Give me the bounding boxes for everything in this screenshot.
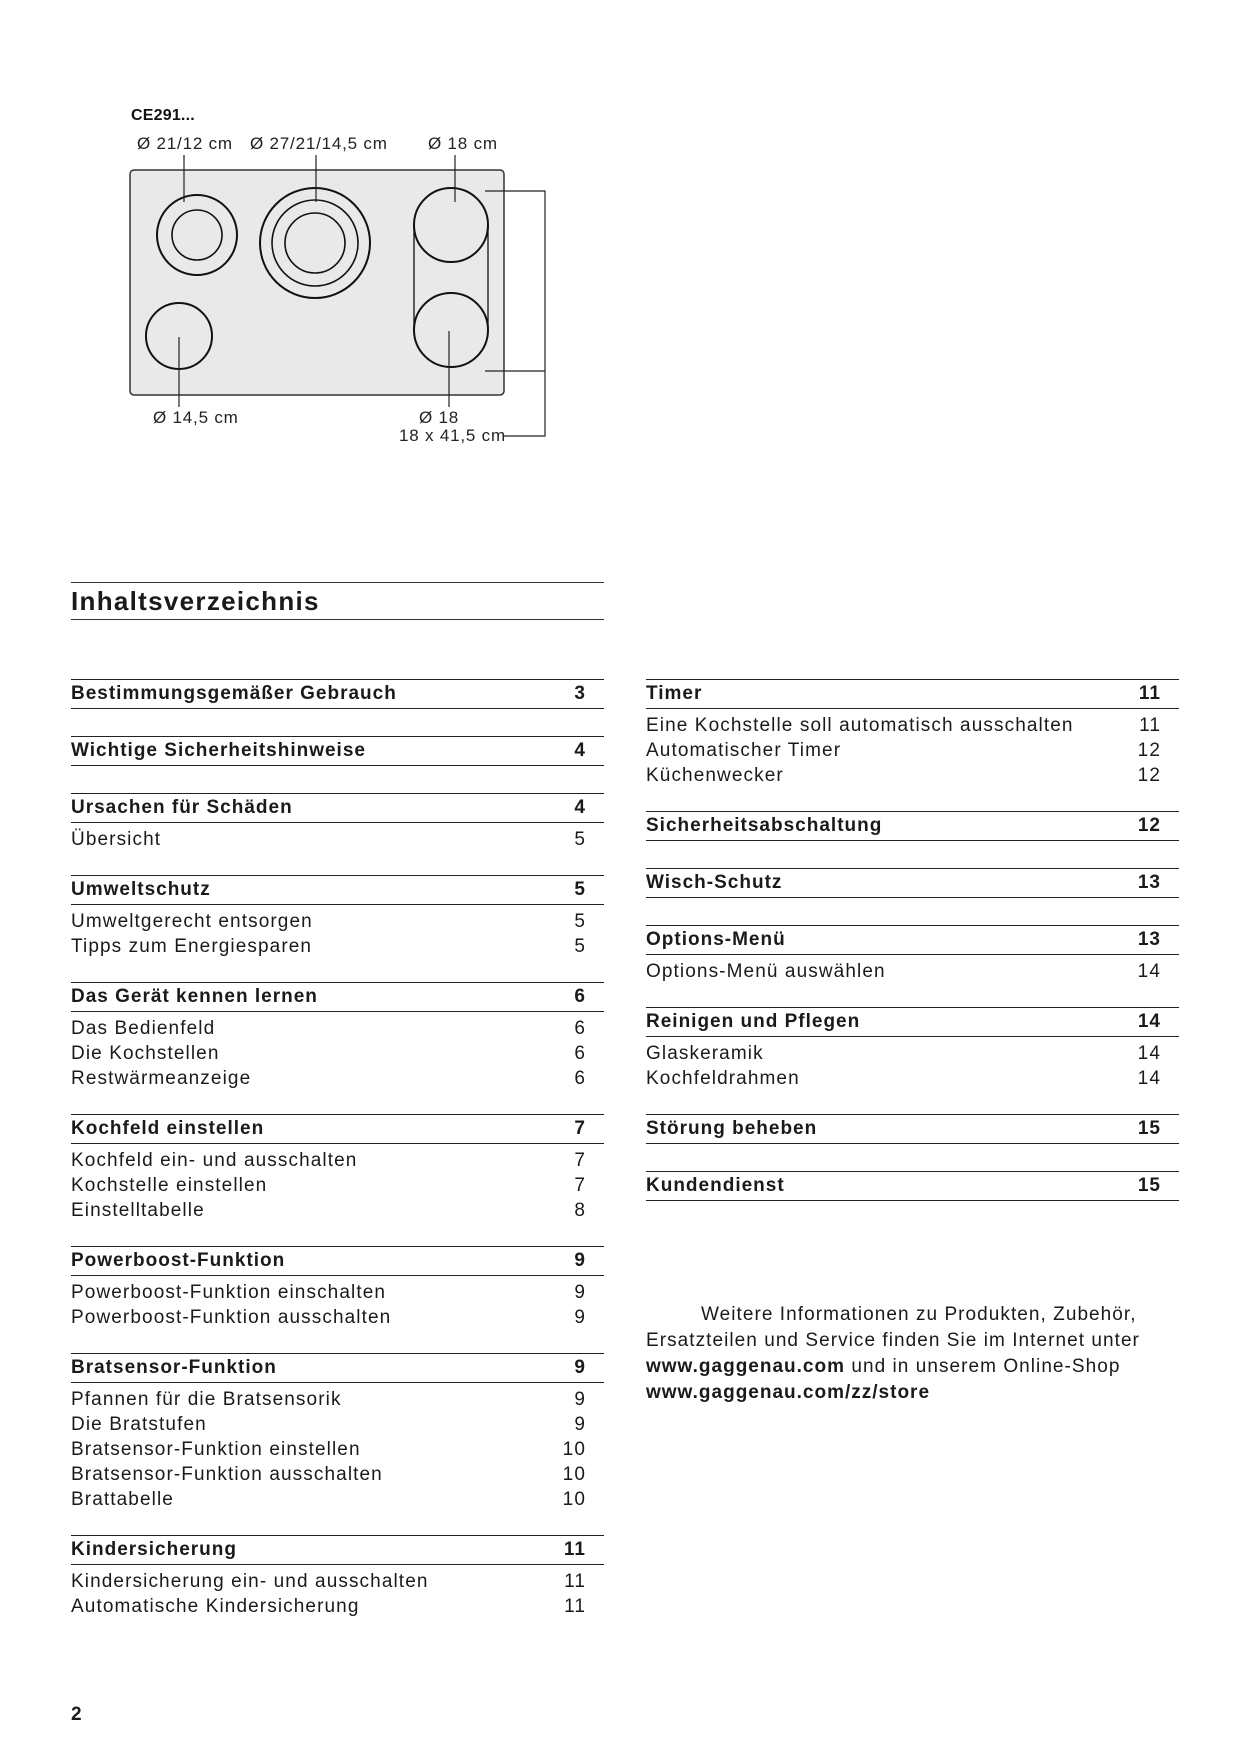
toc-entry-title: Übersicht [71, 828, 162, 850]
toc-entry-title: Restwärmeanzeige [71, 1067, 252, 1089]
toc-entry-title: Powerboost-Funktion einschalten [71, 1281, 387, 1303]
toc-entry-title: Küchenwecker [646, 764, 784, 786]
toc-entry [646, 713, 1179, 738]
toc-section-safety-shut-off [646, 811, 1179, 841]
toc-heading-page: 15 [1137, 1175, 1161, 1196]
page-number: 2 [71, 1704, 82, 1725]
toc-entry [71, 1462, 604, 1487]
toc-entry-page: 14 [1137, 1067, 1161, 1089]
toc-section-timer [646, 679, 1179, 788]
toc-heading [646, 868, 1179, 898]
label-roaster-size: 18 x 41,5 cm [399, 426, 506, 445]
toc-heading [71, 1246, 604, 1276]
toc-entry-page: 6 [574, 1067, 586, 1089]
toc-heading-title: Powerboost-Funktion [71, 1250, 286, 1271]
toc-heading-page: 11 [563, 1539, 586, 1560]
toc-heading-title: Timer [646, 683, 703, 704]
toc-subentries [71, 1276, 604, 1330]
toc-entry-page: 9 [574, 1388, 586, 1410]
toc-column-right [646, 679, 1179, 1228]
toc-entry [71, 1437, 604, 1462]
toc-subentries [646, 709, 1179, 788]
toc-section-safety-instructions [71, 736, 604, 766]
toc-section-childproof-lock [71, 1535, 604, 1619]
toc-entry [71, 1066, 604, 1091]
toc-heading [646, 925, 1179, 955]
info-line-4 [646, 1380, 1179, 1406]
toc-entry-title: Bratsensor-Funktion einstellen [71, 1438, 361, 1460]
toc-entry-title: Powerboost-Funktion ausschalten [71, 1306, 392, 1328]
toc-heading-page: 14 [1137, 1011, 1161, 1032]
toc-entry [71, 909, 604, 934]
toc-section-troubleshooting [646, 1114, 1179, 1144]
toc-entry [71, 1305, 604, 1330]
toc-entry-page: 7 [574, 1149, 586, 1171]
toc-entry-title: Das Bedienfeld [71, 1017, 216, 1039]
toc-heading [646, 811, 1179, 841]
toc-entry-title: Umweltgerecht entsorgen [71, 910, 313, 932]
website-url: www.gaggenau.com [646, 1356, 845, 1377]
toc-entry-title: Brattabelle [71, 1488, 174, 1510]
toc-entry-page: 11 [564, 1570, 586, 1592]
toc-entry-page: 5 [574, 910, 586, 932]
toc-entry-title: Tipps zum Energiesparen [71, 935, 313, 957]
toc-heading-title: Kochfeld einstellen [71, 1118, 265, 1139]
toc-entry [71, 1041, 604, 1066]
toc-subentries [71, 1144, 604, 1223]
toc-entry-title: Eine Kochstelle soll automatisch ausschalten [646, 714, 1074, 736]
toc-entry [71, 1487, 604, 1512]
toc-heading-page: 13 [1137, 929, 1161, 950]
info-line-2: Ersatzteilen und Service finden Sie im Internet unter [646, 1330, 1140, 1351]
toc-heading-page: 6 [574, 986, 586, 1007]
toc-entry [71, 1569, 604, 1594]
toc-section-customer-service [646, 1171, 1179, 1201]
toc-entry-title: Bratsensor-Funktion ausschalten [71, 1463, 383, 1485]
toc-entry-title: Die Kochstellen [71, 1042, 220, 1064]
toc-entry-page: 9 [574, 1306, 586, 1328]
toc-entry-title: Glaskeramik [646, 1042, 764, 1064]
toc-section-setting-hob [71, 1114, 604, 1223]
toc-entry [71, 1016, 604, 1041]
toc-heading-page: 4 [574, 797, 586, 818]
toc-column-left [71, 679, 604, 1642]
toc-heading [71, 679, 604, 709]
toc-entry-page: 10 [562, 1463, 586, 1485]
toc-entry-title: Die Bratstufen [71, 1413, 207, 1435]
toc-heading [71, 1353, 604, 1383]
toc-entry [71, 1387, 604, 1412]
further-information-paragraph [646, 1302, 1179, 1406]
toc-entry [71, 1280, 604, 1305]
toc-heading-title: Bestimmungsgemäßer Gebrauch [71, 683, 397, 704]
toc-section-frying-sensor [71, 1353, 604, 1512]
toc-subentries [71, 1565, 604, 1619]
toc-section-causes-of-damage [71, 793, 604, 852]
toc-subentries [646, 1037, 1179, 1091]
toc-entry-page: 10 [562, 1488, 586, 1510]
toc-entry-page: 11 [564, 1595, 586, 1617]
toc-entry-page: 12 [1137, 764, 1161, 786]
toc-heading [646, 1114, 1179, 1144]
toc-heading-page: 9 [574, 1250, 586, 1271]
toc-entry-page: 5 [574, 935, 586, 957]
online-shop-url: www.gaggenau.com/zz/store [646, 1382, 931, 1403]
toc-entry [71, 1173, 604, 1198]
toc-entry-title: Automatischer Timer [646, 739, 842, 761]
toc-entry [71, 1148, 604, 1173]
toc-heading-page: 3 [574, 683, 586, 704]
toc-entry [646, 1041, 1179, 1066]
toc-heading-page: 4 [574, 740, 586, 761]
model-number: CE291... [131, 107, 195, 124]
toc-entry-page: 8 [574, 1199, 586, 1221]
toc-entry [646, 738, 1179, 763]
toc-heading-page: 11 [1138, 683, 1161, 704]
toc-subentries [71, 905, 604, 959]
toc-entry-page: 14 [1137, 960, 1161, 982]
toc-heading-title: Wichtige Sicherheitshinweise [71, 740, 366, 761]
info-line-1: Weitere Informationen zu Produkten, Zubehör, [701, 1304, 1137, 1325]
toc-subentries [71, 823, 604, 852]
info-line-3-text: und in unserem Online-Shop [845, 1356, 1121, 1377]
toc-entry-page: 5 [574, 828, 586, 850]
toc-entry-title: Pfannen für die Bratsensorik [71, 1388, 342, 1410]
toc-subentries [71, 1012, 604, 1091]
toc-entry [71, 1198, 604, 1223]
toc-heading-title: Ursachen für Schäden [71, 797, 293, 818]
toc-entry-page: 6 [574, 1042, 586, 1064]
toc-entry-title: Kindersicherung ein- und ausschalten [71, 1570, 429, 1592]
toc-entry [71, 1412, 604, 1437]
toc-entry-page: 10 [562, 1438, 586, 1460]
toc-heading-title: Umweltschutz [71, 879, 211, 900]
toc-heading [71, 1114, 604, 1144]
toc-entry [646, 1066, 1179, 1091]
toc-entry [71, 1594, 604, 1619]
toc-heading-page: 15 [1137, 1118, 1161, 1139]
toc-entry-page: 11 [1139, 714, 1161, 736]
cooktop-diagram [0, 0, 620, 460]
toc-heading-page: 9 [574, 1357, 586, 1378]
toc-heading [646, 1007, 1179, 1037]
label-top-right-diameter: Ø 18 cm [428, 134, 498, 153]
toc-heading [71, 793, 604, 823]
toc-heading-page: 5 [574, 879, 586, 900]
toc-heading-page: 7 [574, 1118, 586, 1139]
toc-entry-title: Kochfeld ein- und ausschalten [71, 1149, 358, 1171]
toc-heading-title: Wisch-Schutz [646, 872, 783, 893]
toc-heading [646, 679, 1179, 709]
toc-heading [646, 1171, 1179, 1201]
toc-entry-page: 6 [574, 1017, 586, 1039]
toc-entry [646, 959, 1179, 984]
toc-heading [71, 982, 604, 1012]
label-bottom-right-diameter: Ø 18 [419, 408, 460, 427]
label-top-left-diameter: Ø 21/12 cm [137, 134, 233, 153]
toc-entry-title: Options-Menü auswählen [646, 960, 886, 982]
toc-entry-page: 9 [574, 1281, 586, 1303]
toc-entry-title: Kochfeldrahmen [646, 1067, 800, 1089]
toc-heading-title: Sicherheitsabschaltung [646, 815, 883, 836]
toc-heading-title: Bratsensor-Funktion [71, 1357, 277, 1378]
label-top-middle-diameter: Ø 27/21/14,5 cm [250, 134, 388, 153]
toc-heading [71, 875, 604, 905]
toc-heading-title: Reinigen und Pflegen [646, 1011, 861, 1032]
toc-entry [646, 763, 1179, 788]
cooktop-surface [130, 170, 504, 395]
toc-section-getting-to-know-appliance [71, 982, 604, 1091]
toc-heading-title: Kindersicherung [71, 1539, 237, 1560]
toc-heading [71, 1535, 604, 1565]
toc-entry-page: 9 [574, 1413, 586, 1435]
toc-entry-title: Automatische Kindersicherung [71, 1595, 360, 1617]
toc-heading-title: Störung beheben [646, 1118, 818, 1139]
toc-entry-page: 7 [574, 1174, 586, 1196]
toc-heading [71, 736, 604, 766]
toc-subentries [71, 1383, 604, 1512]
toc-section-options-menu [646, 925, 1179, 984]
toc-section-intended-use [71, 679, 604, 709]
toc-entry-title: Kochstelle einstellen [71, 1174, 268, 1196]
label-bottom-left-diameter: Ø 14,5 cm [153, 408, 239, 427]
toc-heading-page: 12 [1137, 815, 1161, 836]
toc-entry-page: 14 [1137, 1042, 1161, 1064]
toc-section-cleaning [646, 1007, 1179, 1091]
info-line-3 [646, 1354, 1179, 1380]
toc-section-wipe-protection [646, 868, 1179, 898]
toc-heading-title: Options-Menü [646, 929, 786, 950]
toc-heading-page: 13 [1137, 872, 1161, 893]
toc-heading-title: Das Gerät kennen lernen [71, 986, 318, 1007]
toc-heading-title: Kundendienst [646, 1175, 785, 1196]
toc-title: Inhaltsverzeichnis [71, 582, 604, 620]
toc-entry-page: 12 [1137, 739, 1161, 761]
toc-entry [71, 934, 604, 959]
toc-entry-title: Einstelltabelle [71, 1199, 205, 1221]
toc-entry [71, 827, 604, 852]
toc-section-environmental-protection [71, 875, 604, 959]
toc-subentries [646, 955, 1179, 984]
toc-section-powerboost [71, 1246, 604, 1330]
